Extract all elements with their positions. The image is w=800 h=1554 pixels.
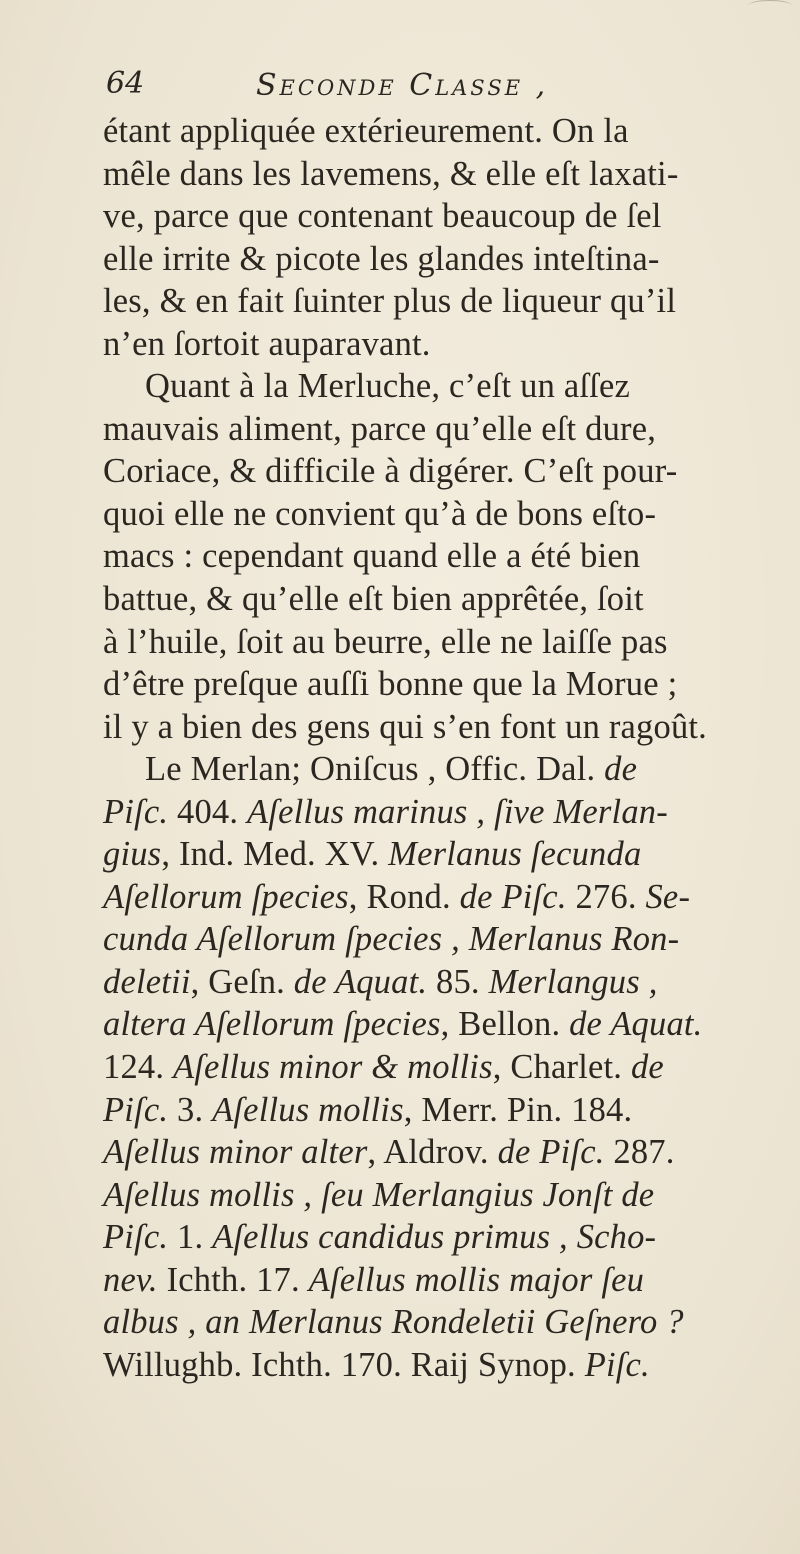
roman-text: 124. [103,1048,173,1087]
italic-text: Piſc. [103,1218,169,1257]
roman-text: à l’huile, ſoit au beurre, elle ne laiſſe pas [103,622,668,661]
running-title: Seconde Classe , [256,68,549,103]
text-line [103,748,793,791]
text-line [103,706,793,749]
italic-text: Aſellus mollis , ſeu Merlangius Jonſt de [103,1175,655,1214]
roman-text: Quant à la Merluche, c’eſt un aſſez [145,367,630,406]
italic-text: de [604,750,638,789]
italic-text: de [630,1048,664,1087]
italic-text: Merlanus ſecunda [388,835,642,874]
italic-text: Piſc. [103,1090,169,1129]
text-line [103,1003,793,1046]
running-head [106,66,746,110]
italic-text: Aſellus candidus primus , Scho- [212,1218,657,1257]
roman-text: Ichth. 17. [157,1260,309,1299]
italic-text: Aſellus mollis major ſeu [308,1260,645,1299]
text-line [103,791,793,834]
roman-text: , Aldrov. [367,1133,498,1172]
text-line [103,578,793,621]
text-line [103,961,793,1004]
text-line [103,1344,793,1387]
roman-text: 404. [168,792,248,831]
italic-text: gius [103,835,162,874]
italic-text: Merlangus , [488,962,658,1001]
italic-text: altera Aſellorum ſpecies [103,1005,441,1044]
italic-text: Aſellus marinus , ſive Merlan- [247,792,668,831]
italic-text: Se- [645,877,691,916]
roman-text: étant appliquée extérieurement. On la [103,112,629,150]
page-number: 64 [106,66,145,101]
text-line [103,110,793,153]
roman-text: , Ind. Med. XV. [161,835,389,874]
text-line [103,450,793,493]
text-line [103,1089,793,1132]
text-line [103,535,793,578]
roman-text: , Bellon. [440,1005,570,1044]
italic-text: Aſellus mollis [212,1090,404,1129]
roman-text: mauvais aliment, parce qu’elle eſt dure, [103,409,657,448]
text-line [103,493,793,536]
roman-text: 1. [168,1218,213,1257]
text-line [103,1259,793,1302]
roman-text: Coriace, & difficile à digérer. C’eſt pour- [103,452,678,491]
roman-text: , Rond. [348,877,460,916]
text-line [103,876,793,919]
text-line [103,1046,793,1089]
text-line [103,408,793,451]
roman-text: mêle dans les lavemens, & elle eſt laxati- [103,154,679,193]
roman-text: Willughb. Ichth. 170. Raij Synop. [103,1345,585,1384]
italic-text: Piſc. [584,1345,650,1384]
text-line [103,1174,793,1217]
text-line [103,238,793,281]
text-line [103,153,793,196]
text-line [103,1216,793,1259]
page-corner-mark [748,0,792,11]
italic-text: de Piſc. [497,1133,605,1172]
roman-text: , Geſn. [190,962,294,1001]
body-text [103,110,793,1386]
italic-text: Piſc. [103,792,169,831]
roman-text: 3. [168,1090,213,1129]
roman-text: 85. [427,962,489,1001]
roman-text: , Charlet. [492,1048,631,1087]
roman-text: il y a bien des gens qui s’en font un ragoût. [103,707,708,746]
roman-text: d’être preſque auſſi bonne que la Morue ; [103,665,678,704]
italic-text: cunda Aſellorum ſpecies , Merlanus Ron- [103,920,680,959]
text-line [103,1301,793,1344]
italic-text: Aſellus minor & mollis [173,1048,493,1087]
text-line [103,365,793,408]
text-line [103,663,793,706]
roman-text: 287. [604,1133,675,1172]
text-line [103,918,793,961]
italic-text: albus , an Merlanus Rondeletii Geſnero ? [103,1303,684,1342]
roman-text: elle irrite & picote les glandes inteſtina- [103,239,660,278]
roman-text: , Merr. Pin. 184. [403,1090,633,1129]
italic-text: de Aquat. [293,962,428,1001]
roman-text: quoi elle ne convient qu’à de bons eſto- [103,494,657,533]
italic-text: nev. [103,1260,158,1299]
italic-text: Aſellus minor alter [103,1133,368,1172]
text-line [103,195,793,238]
text-line [103,1131,793,1174]
roman-text: ve, parce que contenant beaucoup de ſel [103,197,662,236]
italic-text: de Aquat. [569,1005,703,1044]
roman-text: 276. [566,877,646,916]
text-line [103,323,793,366]
italic-text: Aſellorum ſpecies [103,877,349,916]
roman-text: les, & en fait ſuinter plus de liqueur qu’il [103,282,677,321]
roman-text: macs : cependant quand elle a été bien [103,537,641,576]
roman-text: n’en ſortoit auparavant. [103,324,431,363]
roman-text: Le Merlan; Oniſcus , Offic. Dal. [145,750,605,789]
italic-text: deletii [103,962,191,1001]
text-line [103,621,793,664]
roman-text: battue, & qu’elle eſt bien apprêtée, ſoit [103,580,644,619]
text-line [103,833,793,876]
italic-text: de Piſc. [459,877,567,916]
text-line [103,280,793,323]
